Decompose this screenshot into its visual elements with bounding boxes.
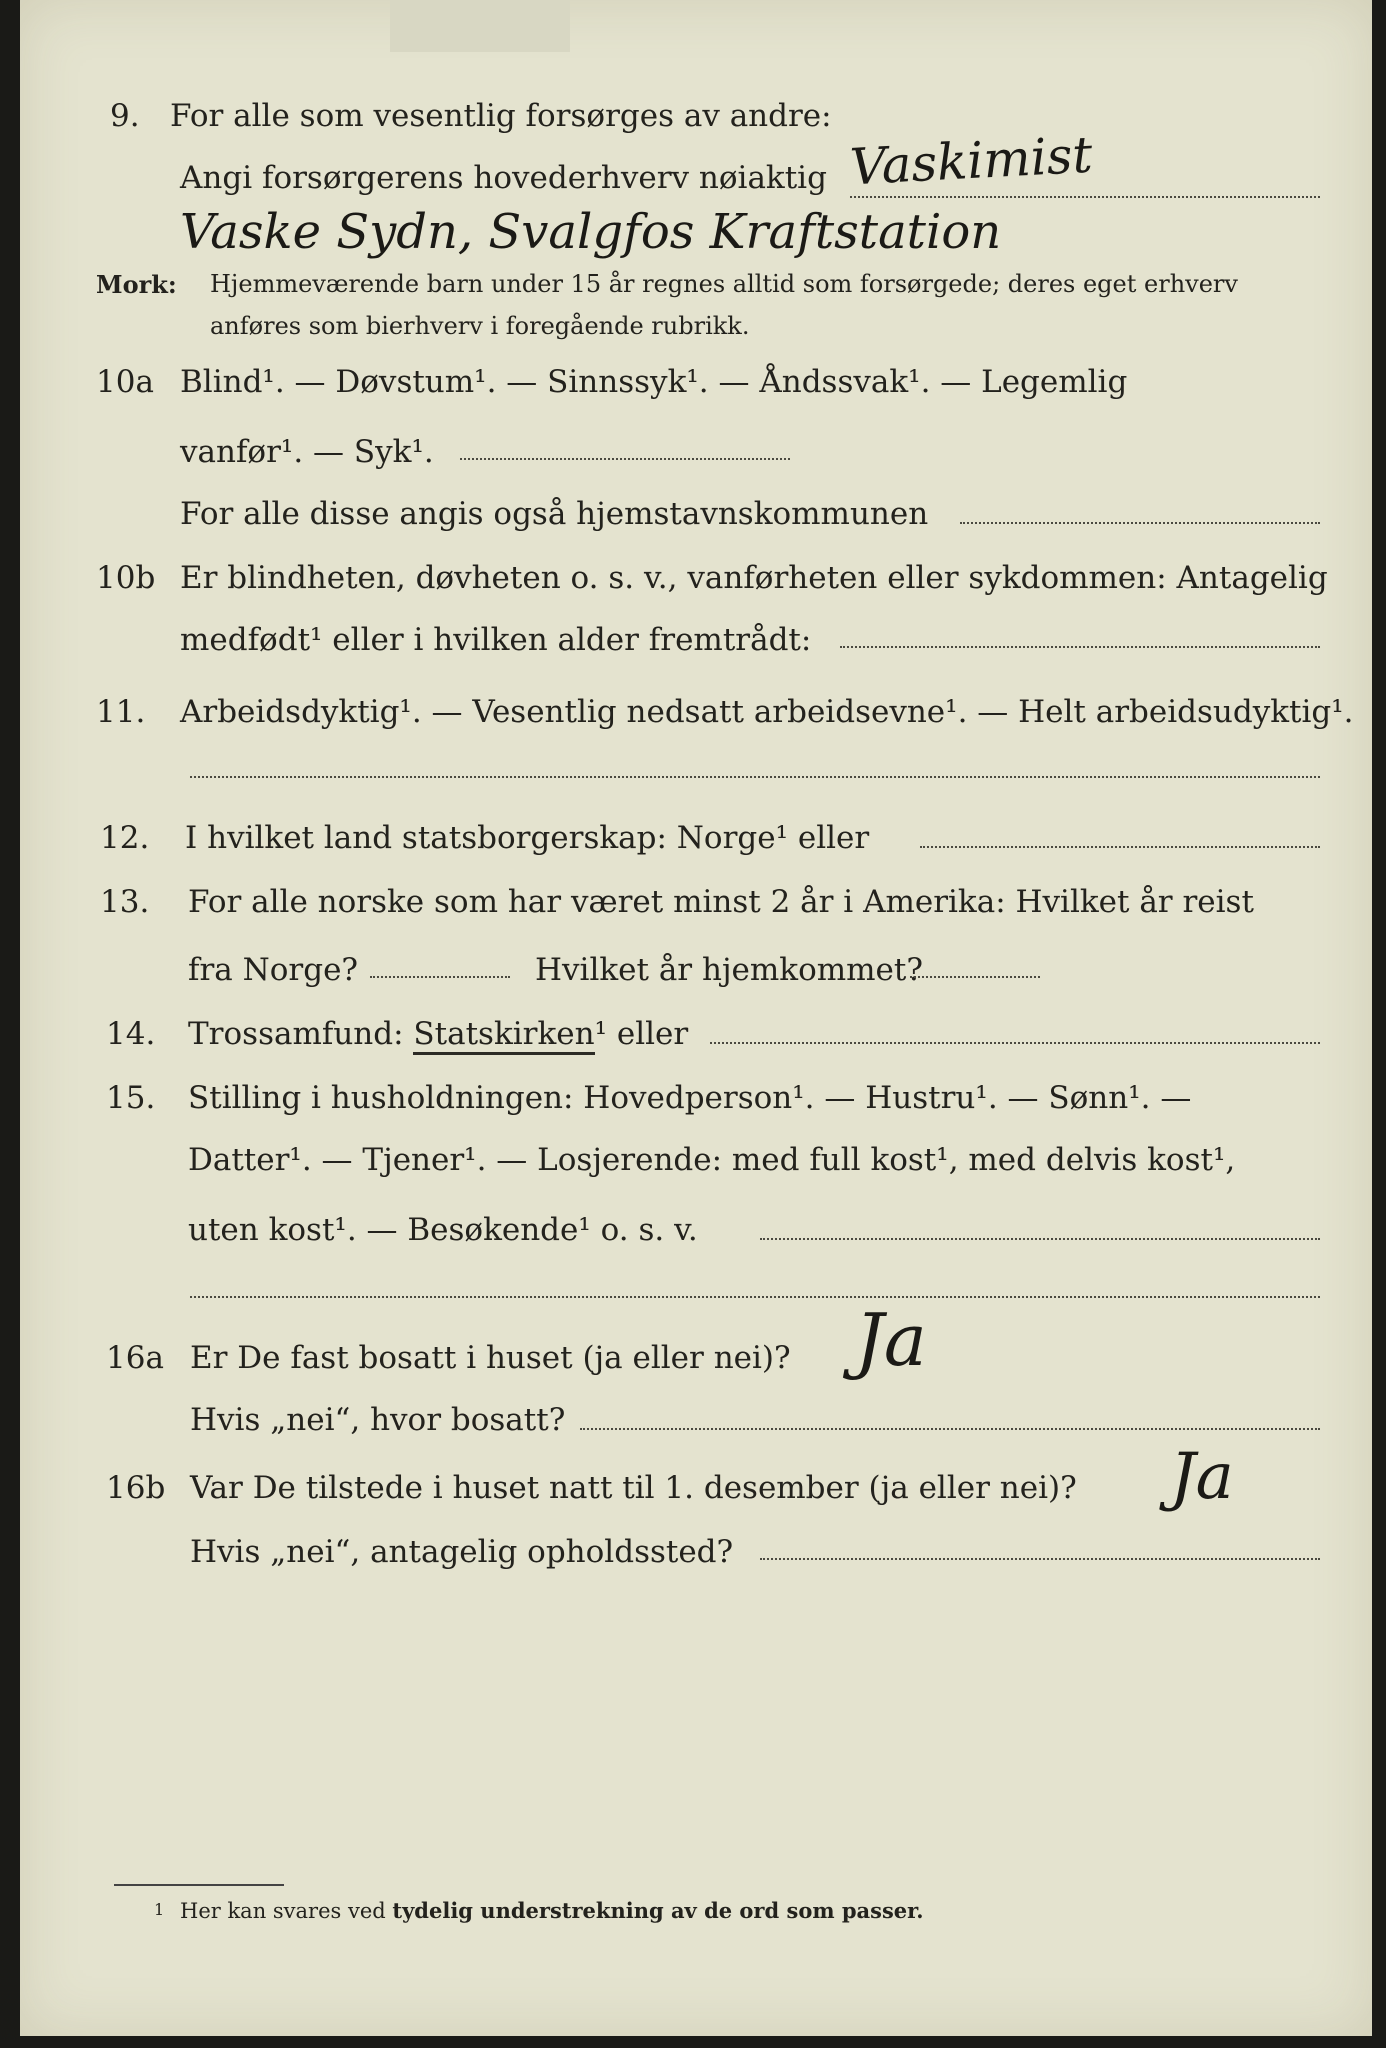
q11-answer-dots: [190, 776, 1320, 778]
q9-answer-employer: Vaske Sydn, Svalgfos Kraftstation: [180, 204, 1002, 260]
q16b-line2: Hvis „nei“, antagelig opholdssted?: [190, 1534, 734, 1570]
q10b-line2-dots: [840, 646, 1320, 648]
q12-number: 12.: [100, 820, 150, 856]
footnote-mark: 1: [154, 1900, 165, 1919]
q14-rest: ¹ eller: [594, 1016, 689, 1052]
paper-tab: [390, 0, 570, 52]
q10b-line2: medfødt¹ eller i hvilken alder fremtrådt:: [180, 622, 812, 658]
q15-answer-dots: [190, 1296, 1320, 1298]
q10a-line3-dots: [960, 522, 1320, 524]
q15-line1: Stilling i husholdningen: Hovedperson¹. — Hustru¹. — Sønn¹. —: [188, 1080, 1192, 1116]
q13-year-return-dots: [910, 976, 1040, 978]
q13-line2a: fra Norge?: [188, 952, 359, 988]
q10a-number: 10a: [96, 364, 154, 400]
q13-year-left-dots: [370, 976, 510, 978]
q10a-line3: For alle disse angis også hjemstavnskommunen: [180, 496, 929, 532]
q16b-answer: Ja: [1170, 1440, 1234, 1514]
q12-line1: I hvilket land statsborgerskap: Norge¹ eller: [185, 820, 870, 856]
q16b-number: 16b: [106, 1470, 166, 1506]
q9-question: For alle som vesentlig forsørges av andre:: [170, 98, 832, 134]
q15-line3: uten kost¹. — Besøkende¹ o. s. v.: [188, 1212, 698, 1248]
footnote-rule: [114, 1884, 284, 1886]
q9-number: 9.: [110, 98, 140, 134]
q11-line1: Arbeidsdyktig¹. — Vesentlig nedsatt arbeidsevne¹. — Helt arbeidsudyktig¹.: [180, 694, 1354, 730]
q16a-line2: Hvis „nei“, hvor bosatt?: [190, 1402, 566, 1438]
q14-selected-option: Statskirken: [413, 1016, 594, 1055]
q9-answer-line: [850, 196, 1320, 198]
mork-label: Mork:: [96, 270, 177, 299]
q15-line2: Datter¹. — Tjener¹. — Losjerende: med full kost¹, med delvis kost¹,: [188, 1142, 1236, 1178]
mork-line2: anføres som bierhverv i foregående rubrikk.: [210, 312, 750, 340]
footnote-text: [180, 1898, 924, 1923]
q9-instruction: Angi forsørgerens hovederhverv nøiaktig: [180, 160, 827, 196]
q16b-line2-dots: [760, 1558, 1320, 1560]
q10a-line2-dots: [460, 458, 790, 460]
q10a-line1: Blind¹. — Døvstum¹. — Sinnssyk¹. — Åndssvak¹. — Legemlig: [180, 364, 1128, 400]
q13-line2b: Hvilket år hjemkommet?: [535, 952, 923, 988]
q16b-line1: Var De tilstede i huset natt til 1. desember (ja eller nei)?: [190, 1470, 1077, 1506]
q15-number: 15.: [106, 1080, 156, 1116]
mork-line1: Hjemmeværende barn under 15 år regnes alltid som forsørgede; deres eget erhverv: [210, 270, 1238, 298]
q10a-line2: vanfør¹. — Syk¹.: [180, 434, 434, 470]
footnote-bold: tydelig understrekning av de ord som passer.: [392, 1898, 924, 1923]
q16a-line2-dots: [580, 1428, 1320, 1430]
q10b-number: 10b: [96, 560, 156, 596]
q11-number: 11.: [96, 694, 146, 730]
q16a-answer: Ja: [855, 1298, 927, 1382]
census-form-page: [20, 0, 1372, 2036]
q16a-number: 16a: [106, 1340, 164, 1376]
q16a-line1: Er De fast bosatt i huset (ja eller nei)?: [190, 1340, 791, 1376]
q14-line: [188, 1016, 688, 1052]
q13-number: 13.: [100, 884, 150, 920]
q12-dots: [920, 846, 1320, 848]
q13-line1: For alle norske som har været minst 2 år i Amerika: Hvilket år reist: [188, 884, 1254, 920]
q10b-line1: Er blindheten, døvheten o. s. v., vanførheten eller sykdommen: Antagelig: [180, 560, 1328, 596]
footnote-plain: Her kan svares ved: [180, 1899, 386, 1923]
q14-label: Trossamfund:: [188, 1016, 404, 1052]
q9-answer-occupation: Vaskimist: [848, 125, 1094, 197]
q15-line3-dots: [760, 1238, 1320, 1240]
q14-number: 14.: [106, 1016, 156, 1052]
q14-dots: [710, 1042, 1320, 1044]
